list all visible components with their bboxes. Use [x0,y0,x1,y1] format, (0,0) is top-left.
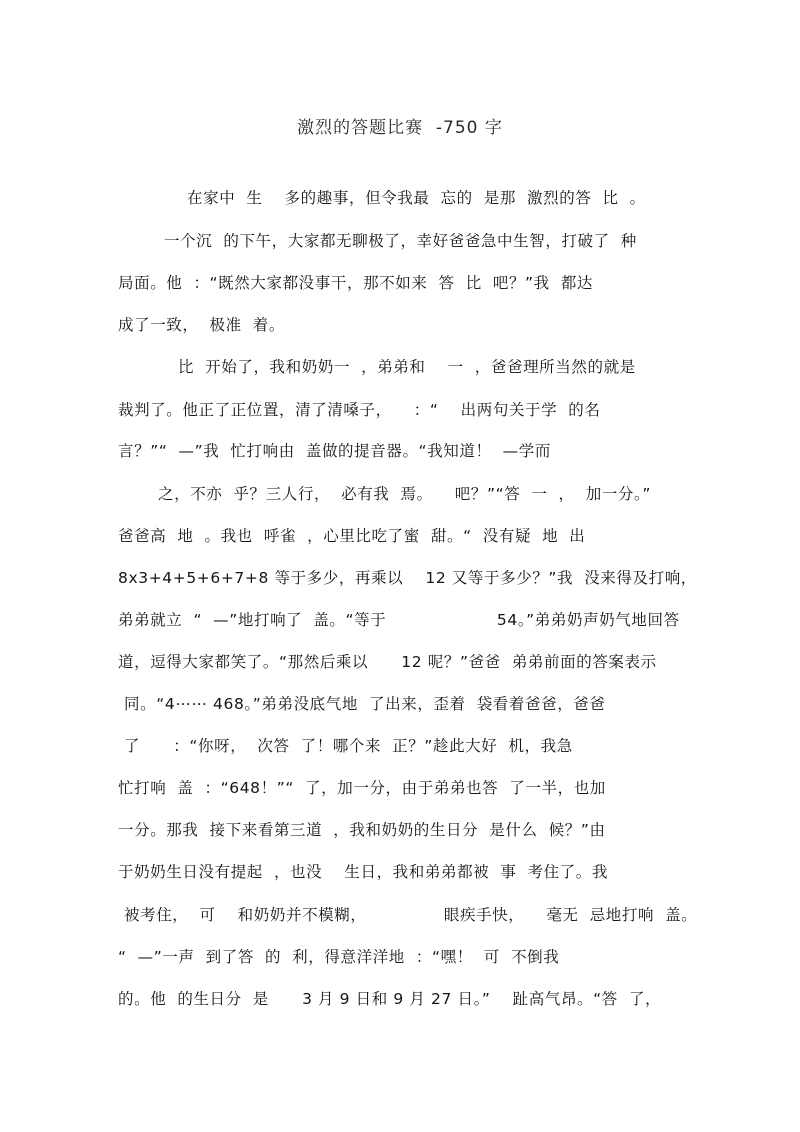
paragraph-line: 的。他 的生日分 是 3 月 9 日和 9 月 27 日。” 趾高气昂。“答 了， [118,990,662,1008]
paragraph-line: 8x3+4+5+6+7+8 等于多少，再乘以 12 又等于多少？”我 没来得及打响， [118,569,697,587]
paragraph-line: 一分。那我 接下来看第三道 ，我和奶奶的生日分 是什么 候？”由 [118,821,606,839]
paragraph-line: 裁判了。他正了正位置，清了清嗓子， ：“ 出两句关于学 的名 [118,401,601,419]
paragraph-line: 在家中 生 多的趣事，但令我最 忘的 是那 激烈的答 比 。 [187,189,646,207]
paragraph-line: 一个沉 的下午，大家都无聊极了，幸好爸爸急中生智，打破了 种 [164,232,637,250]
paragraph-line: 言？”“ —”我 忙打响由 盖做的提音器。“我知道！ —学而 [118,442,551,460]
document-title: 激烈的答题比赛 -750 字 [297,118,503,138]
paragraph-line: “ —”一声 到了答 的 利，得意洋洋地 ：“嘿！ 可 不倒我 [118,948,560,966]
paragraph-line: 忙打响 盖 ：“648！”“ 了，加一分，由于弟弟也答 了一半，也加 [118,779,606,797]
paragraph-line: 之，不亦 乎？三人行， 必有我 焉。 吧？”“答 一 ， 加一分。” [158,485,651,503]
paragraph-line: 爸爸高 地 。我也 呼雀 ，心里比吃了蜜 甜。“ 没有疑 地 出 [118,527,586,545]
paragraph-line: 了 ：“你呀， 次答 了！哪个来 正？”趁此大好 机，我急 [124,737,573,755]
paragraph-line: 比 开始了，我和奶奶一 ，弟弟和 一 ，爸爸理所当然的就是 [178,358,636,376]
paragraph-line: 同。“4⋯⋯ 468。”弟弟没底气地 了出来，歪着 袋看着爸爸，爸爸 [124,695,606,713]
paragraph-line: 成了一致， 极准 着。 [118,316,286,334]
paragraph-line: 局面。他 ：“既然大家都没事干，那不如来 答 比 吧？”我 都达 [118,274,594,292]
paragraph-line: 被考住， 可 和奶奶并不模糊， 眼疾手快， 毫无 忌地打响 盖。 [124,906,698,924]
paragraph-line: 道，逗得大家都笑了。“那然后乘以 12 呢？”爸爸 弟弟前面的答案表示 [118,653,657,671]
paragraph-line: 于奶奶生日没有提起 ，也没 生日，我和弟弟都被 事 考住了。我 [118,863,608,881]
paragraph-line: 弟弟就立 “ —”地打响了 盖。“等于 54。”弟弟奶声奶气地回答 [118,611,680,629]
